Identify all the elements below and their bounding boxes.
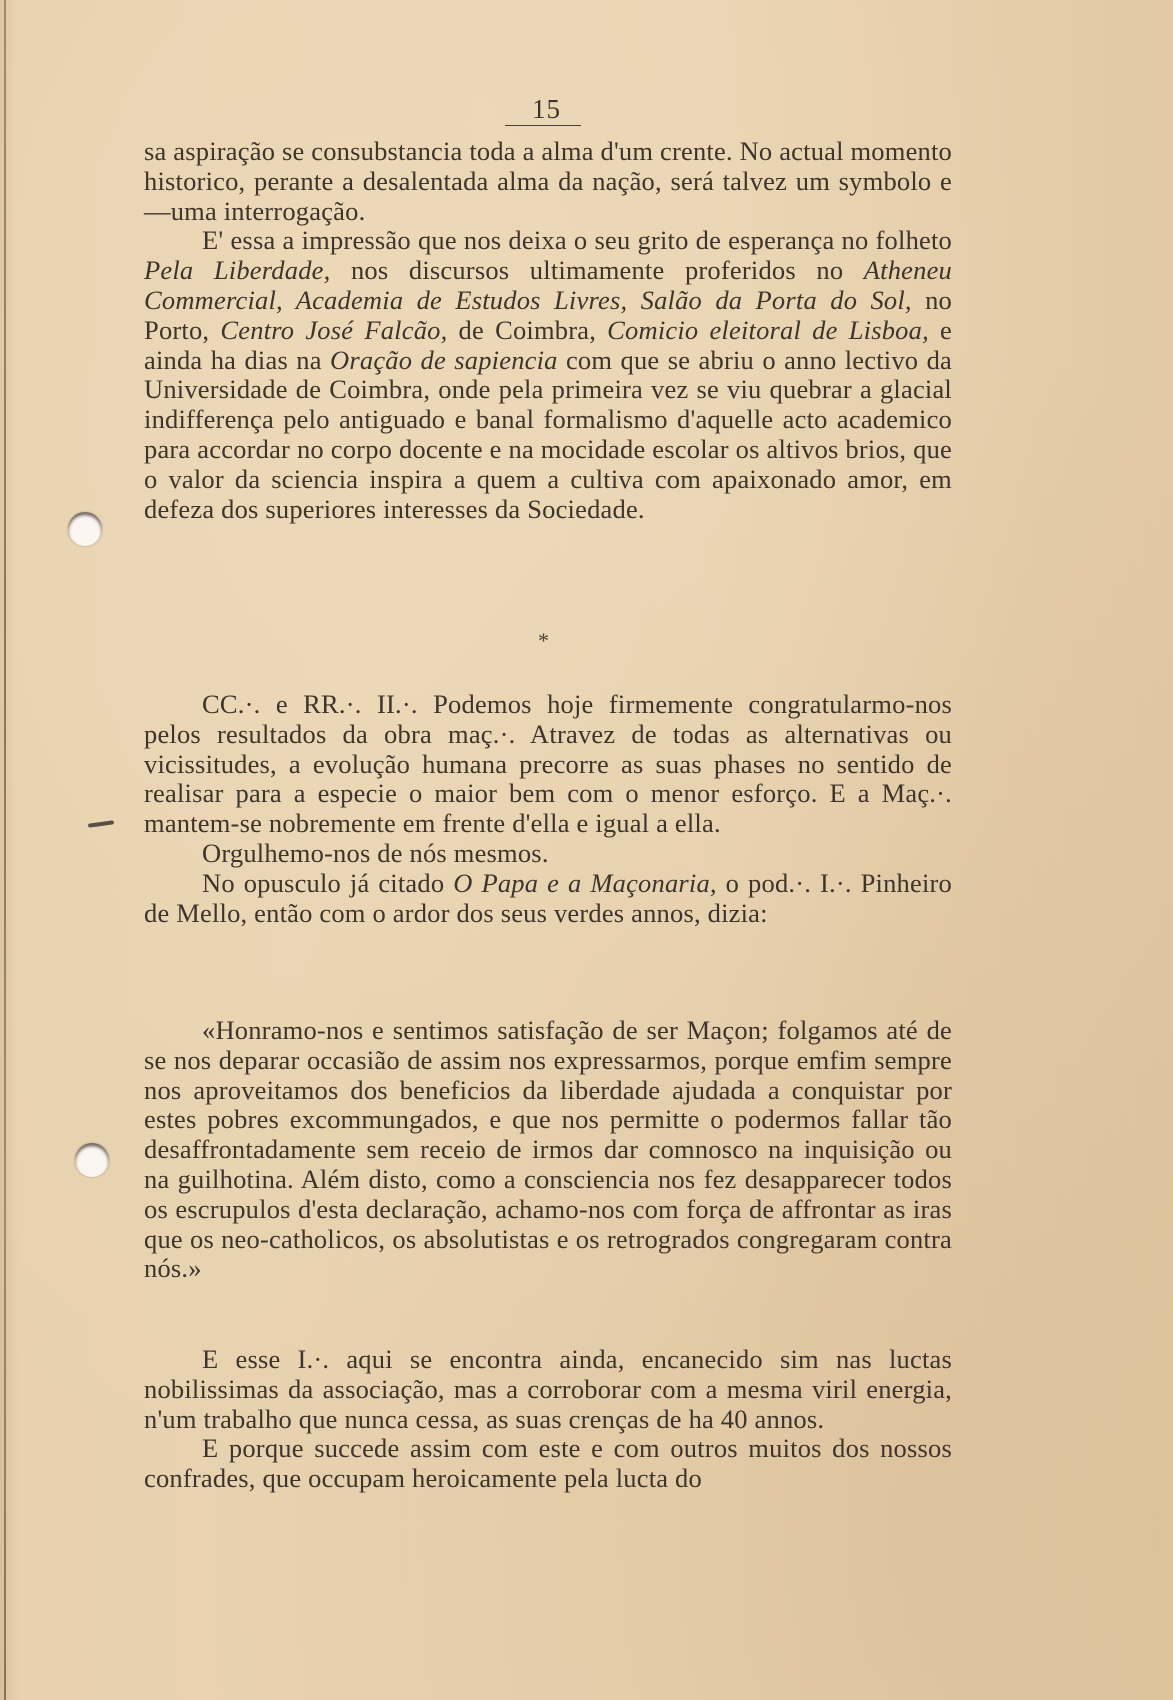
text-run: E' essa a impressão que nos deixa o seu grito de esperança no folheto [202,225,952,256]
italic-title: Pela Liberdade, [144,255,331,286]
text-run: no Porto, [144,284,952,345]
text-run: No opusculo já citado [202,867,454,898]
italic-title: O Papa e a Maçonaria, [453,867,717,898]
paragraph: Orgulhemo-nos de nós mesmos. [202,837,549,868]
text-run: o pod.·. I.·. Pinheiro de Mello, então com o ardor dos seus verdes annos, dizia: [144,867,952,928]
italic-title: Oração de sapiencia [330,344,558,375]
binding-edge [4,0,6,1700]
text-block-bottom [144,1345,952,1494]
text-run: e ainda ha dias na [144,314,952,375]
text-run: nos discursos ultimamente proferidos no [330,255,864,286]
page-number: 15 [532,94,561,124]
paragraph: E esse I.·. aqui se encontra ainda, encanecido sim nas luctas nobilissimas da associação, mas a corroborar com a mesma viril energia, n'um trabalho que nunca cessa, as suas crenças de ha 40 annos. [144,1344,952,1434]
text-block-middle [144,690,952,928]
paragraph: sa aspiração se consubstancia toda a alma d'um crente. No actual momento historico, perante a desalentada alma da nação, será talvez um symbolo e —uma interrogação. [144,136,952,226]
ink-mark [88,820,114,828]
quotation-block [144,1016,952,1284]
italic-title: Centro José Falcão, [220,314,448,345]
paragraph: CC.·. e RR.·. II.·. Podemos hoje firmemente congratularmo-nos pelos resultados da obra maç.·. Atravez de todas as alternativas ou vicissitudes, a evolução humana precorre as suas phases no sentido de realisar para a especie o maior bem com o menor esforço. E a Maç.·. mantem-se nobremente em frente d'ella e igual a ella. [144,689,952,839]
punch-hole-lower [75,1143,109,1177]
italic-title: Comicio eleitoral de Lisboa, [607,314,929,345]
punch-hole-upper [68,512,102,546]
italic-title: Atheneu Commercial, Academia de Estudos Livres, Salão da Porta do Sol, [144,255,953,315]
text-run: com que se abriu o anno lectivo da Universidade de Coimbra, onde pela primeira vez se viu quebrar a glacial indifferença pelo antiguado e banal formalismo d'aquelle acto academico para accordar no corpo docente e na mocidade escolar os altivos brios, que o valor da sciencia inspira a quem a cultiva com apaixonado amor, em defeza dos superiores interesses da Sociedade. [144,344,952,524]
paragraph: E porque succede assim com este e com outros muitos dos nossos confrades, que occupam heroicamente pela lucta do [144,1433,952,1494]
paragraph [144,226,952,524]
paragraph [144,869,952,929]
section-separator: * [538,628,549,653]
text-block-top [144,137,952,524]
text-run: de Coimbra, [447,314,608,345]
quotation-paragraph: «Honramo-nos e sentimos satisfação de ser Maçon; folgamos até de se nos deparar occasião de assim nos expressarmos, porque emfim sempre nos aproveitamos dos beneficios da liberdade ajudada a conquistar por estes pobres excommungados, e que nos permitte o podermos fallar tão desaffrontadamente sem receio de irmos dar comnosco na inquisição ou na guilhotina. Além disto, como a consciencia nos fez desapparecer todos os escrupulos d'esta declaração, achamo-nos com força de affrontar as iras que os neo-catholicos, os absolutistas e os retrogrados congregaram contra nós.» [144,1015,952,1284]
page-number-rule [505,125,581,126]
